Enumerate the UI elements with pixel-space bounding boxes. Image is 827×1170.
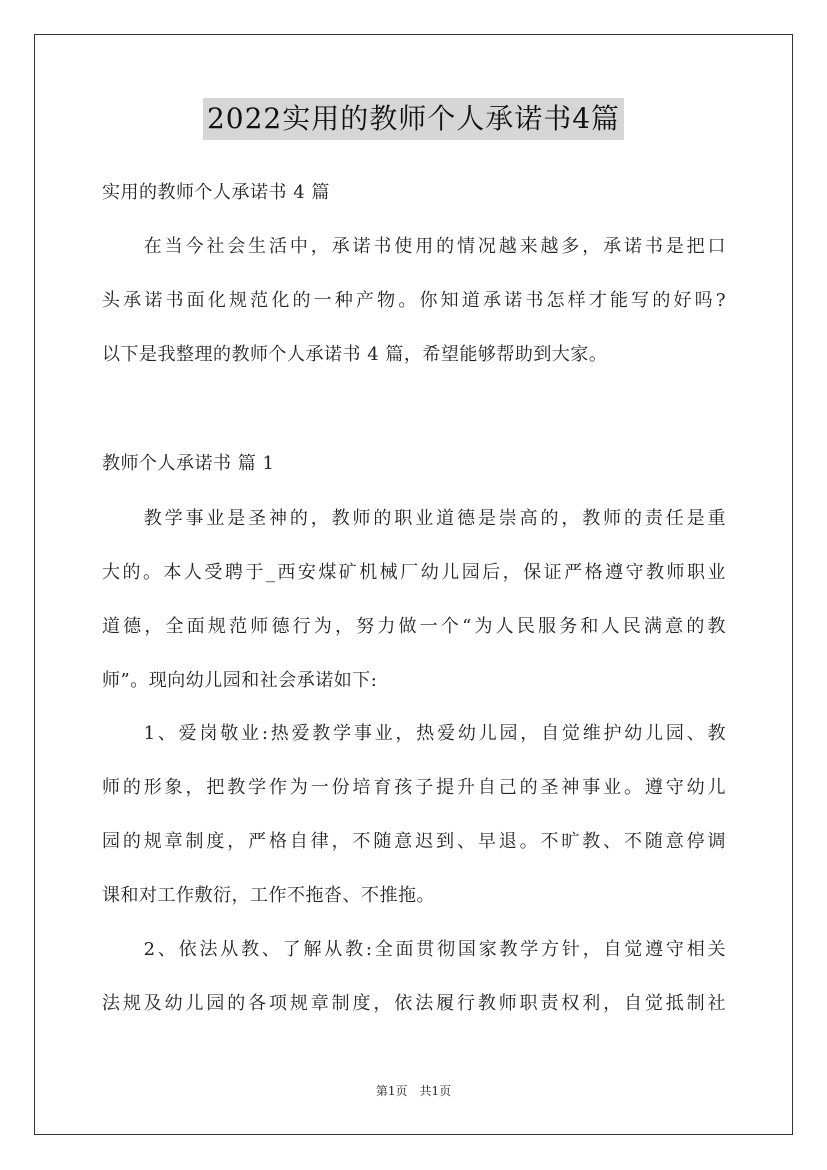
para2-line-3: 园的规章制度，严格自律，不随意迟到、早退。不旷教、不随意停调 (102, 831, 726, 852)
intro-line-3: 以下是我整理的教师个人承诺书 4 篇，希望能够帮助到大家。 (102, 344, 608, 365)
para2-line-1: 1、爱岗敬业:热爱教学事业，热爱幼儿园，自觉维护幼儿园、教 (102, 723, 726, 744)
document-subtitle: 实用的教师个人承诺书 4 篇 (102, 182, 330, 203)
page-number-footer: 第1页 共1页 (375, 1084, 452, 1098)
intro-line-1: 在当今社会生活中，承诺书使用的情况越来越多，承诺书是把口 (102, 236, 726, 257)
intro-line-2: 头承诺书面化规范化的一种产物。你知道承诺书怎样才能写的好吗? (102, 290, 726, 311)
para1-line-3: 道德，全面规范师德行为，努力做一个“为人民服务和人民满意的教 (102, 616, 726, 637)
para2-line-4: 课和对工作敷衍，工作不拖沓、不推拖。 (102, 885, 435, 906)
document-title: 2022实用的教师个人承诺书4篇 (203, 98, 624, 140)
title-container (0, 98, 827, 140)
section-heading: 教师个人承诺书 篇 1 (102, 453, 275, 474)
para1-line-2: 大的。本人受聘于_西安煤矿机械厂幼儿园后，保证严格遵守教师职业 (102, 562, 726, 583)
para1-line-4: 师”。现向幼儿园和社会承诺如下: (102, 670, 378, 691)
para3-line-1: 2、依法从教、了解从教:全面贯彻国家教学方针，自觉遵守相关 (102, 939, 726, 960)
para3-line-2: 法规及幼儿园的各项规章制度，依法履行教师职责权利，自觉抵制社 (102, 993, 726, 1014)
para1-line-1: 教学事业是圣神的，教师的职业道德是崇高的，教师的责任是重 (102, 508, 726, 529)
para2-line-2: 师的形象，把教学作为一份培育孩子提升自己的圣神事业。遵守幼儿 (102, 777, 726, 798)
